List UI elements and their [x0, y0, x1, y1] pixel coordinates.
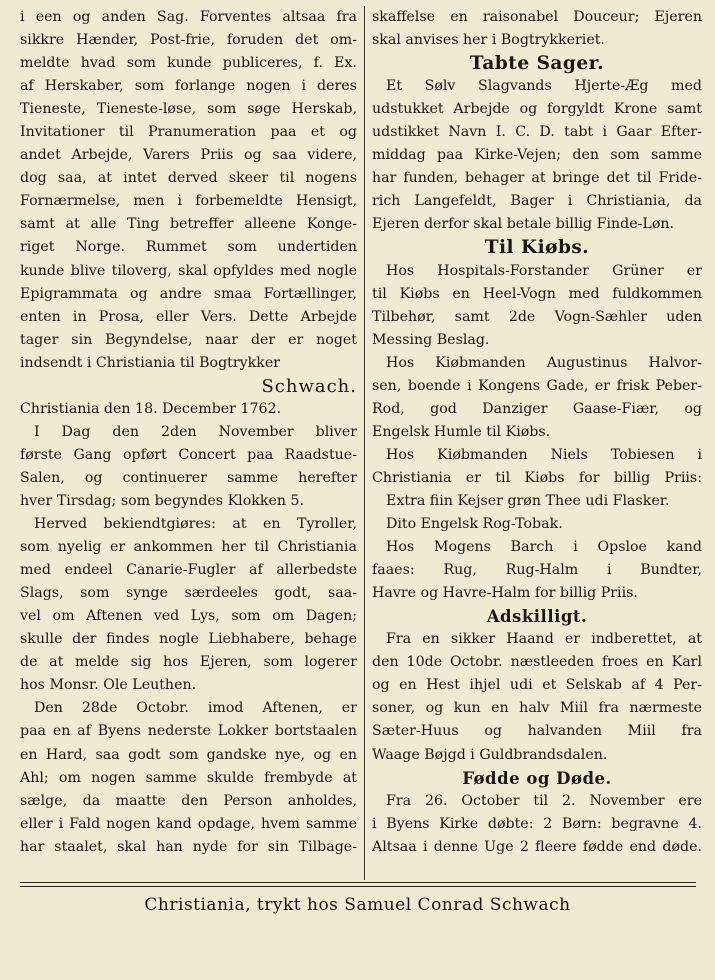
text-line: Et Sølv Slagvands Hjerte-Æg med	[386, 78, 702, 95]
text-line: Rod, god Danziger Gaase-Fiær, og	[372, 400, 702, 417]
notice-sale-rye	[372, 536, 702, 605]
text-line: som nyelig er ankommen her til Christiania	[20, 539, 357, 556]
text-line: en Hard, saa godt som gandske nye, og en	[20, 746, 357, 763]
text-line: samt at alle Ting betreffer alleene Konge-	[20, 216, 357, 233]
text-line: Fornærmelse, men i forbemeldte Hensigt,	[20, 193, 357, 210]
text-line: Christiania er til Kiøbs for billig Priis:	[372, 469, 702, 486]
text-line: rich Langefeldt, Bager i Christiania, da	[372, 193, 702, 210]
text-line: har staalet, skal han nyde for sin Tilbage-	[20, 838, 357, 855]
text-line: kunde blive tiloverg, skal opfyldes med nogle	[20, 262, 357, 279]
notice-sale-carriage	[372, 260, 702, 352]
text-line: første Gang opført Concert paa Raadstue-	[20, 446, 357, 463]
text-line: Herved bekiendtgiøres: at en Tyroller,	[34, 516, 357, 533]
text-line: skaffelse en raisonabel Douceur; Ejeren	[372, 9, 702, 25]
text-line: Ejeren derfor skal betale billig Finde-Løn.	[372, 216, 675, 233]
text-line: Salen, og continuerer samme herefter	[20, 469, 357, 486]
text-line: og en Hest ihjel udi et Selskab af 4 Per-	[372, 677, 702, 694]
text-line: Messing Beslag.	[372, 331, 490, 348]
right-column	[372, 6, 702, 859]
text-line: i Byens Kirke døbte: 2 Børn: begravne 4.	[372, 815, 702, 832]
notice-sale-tea	[372, 444, 702, 536]
text-line: skal anvises her i Bogtrykkeriet.	[372, 32, 605, 49]
text-line: med endeel Canarie-Fugler af allerbedste	[20, 562, 357, 579]
text-line: til Kiøbs en Heel-Vogn med fuldkommen	[372, 285, 702, 302]
text-line: indsendt i Christiania til Bogtrykker	[20, 354, 281, 371]
text-line: Tieneste, Tieneste-løse, som søge Herskab,	[20, 101, 357, 118]
text-line: enten in Prosa, eller Vers. Dette Arbejde	[20, 308, 357, 325]
text-line: udstikket Navn I. C. D. tabt i Gaar Efter-	[372, 124, 702, 141]
notice-frozen	[372, 628, 702, 766]
text-line: Hos Mogens Barch i Opsloe kand	[386, 539, 702, 556]
text-line: I Dag den 2den November bliver	[34, 423, 357, 440]
text-line: Ahl; om nogen samme skulde frembyde at	[20, 769, 357, 786]
text-line: Engelsk Humle til Kiøbs.	[372, 423, 551, 440]
notice-stolen-continued	[372, 6, 702, 52]
text-line: middag paa Kirke-Vejen; den som samme	[372, 147, 702, 164]
text-line: Hos Kiøbmanden Augustinus Halvor-	[386, 354, 702, 371]
text-line: Epigrammata og andre smaa Fortællinger,	[20, 285, 357, 302]
text-line: Extra fiin Kejser grøn Thee udi Flasker.	[386, 492, 670, 509]
text-line: vel om Aftenen ved Lys, som om Dagen;	[20, 608, 357, 625]
text-line: eller i Fald nogen kand opdage, hvem samme	[20, 815, 357, 832]
notice-canary-birds	[20, 513, 357, 697]
section-heading-births-deaths: Fødde og Døde.	[462, 768, 612, 788]
column-divider	[364, 6, 365, 880]
text-line: Waage Bøjgd i Guldbrandsdalen.	[372, 746, 608, 763]
text-line: Altsaa i denne Uge 2 fleere fødde end døde.	[372, 838, 702, 855]
text-line: Hos Kiøbmanden Niels Tobiesen i	[386, 446, 702, 463]
text-line: Invitationer til Pranumeration paa et og	[20, 124, 357, 141]
text-line: Fra 26. October til 2. November ere	[386, 792, 702, 809]
text-line: sen, boende i Kongens Gade, er frisk Peber-	[372, 377, 702, 394]
section-heading-for-sale: Til Kiøbs.	[484, 237, 590, 259]
text-line: udstukket Arbejde og forgyldt Krone samt	[372, 101, 702, 118]
notice-lost-item	[372, 75, 702, 236]
text-line: faaes: Rug, Rug-Halm i Bundter,	[372, 562, 702, 579]
text-line: Fra en sikker Haand er indberettet, at	[386, 631, 702, 648]
notice-concert	[20, 421, 357, 513]
text-line: sælge, da maatte den Person anholdes,	[20, 792, 357, 809]
text-line: tager sin Begyndelse, naar der er noget	[20, 331, 357, 348]
footer-rule-bottom	[20, 886, 696, 887]
text-line: meldte hvad som kunde publiceres, f. Ex.	[20, 55, 357, 72]
text-line: Dito Engelsk Rog-Tobak.	[386, 516, 563, 533]
text-line: soner, og kun en halv Miil fra nærmeste	[372, 700, 702, 717]
text-line: i een og anden Sag. Forventes altsaa fra	[20, 9, 357, 25]
text-line: dog saa, at intet derved skeer til nogens	[20, 170, 357, 187]
text-line: den 10de Octobr. næstleeden froes en Karl	[372, 654, 702, 671]
left-column	[20, 6, 357, 859]
text-line: Slags, som synge særdeeles godt, saa-	[20, 585, 357, 602]
text-line: Havre og Havre-Halm for billig Priis.	[372, 585, 638, 602]
section-heading-miscellaneous: Adskilligt.	[486, 607, 588, 627]
text-line: skulle der findes nogle Liebhabere, behage	[20, 631, 357, 648]
notice-stolen	[20, 697, 357, 858]
text-line: de at melde sig hos Ejeren, som logerer	[20, 654, 357, 671]
footer-rule-top	[20, 882, 696, 883]
text-line: hver Tirsdag; som begyndes Klokken 5.	[20, 492, 305, 509]
section-heading-lost: Tabte Sager.	[469, 53, 605, 75]
text-line: Tilbehør, samt 2de Vogn-Sæhler uden	[372, 308, 702, 325]
notice-sale-pepper-root	[372, 352, 702, 444]
notice-announcement	[20, 6, 357, 398]
text-line: andet Arbejde, Varers Priis og saa videre,	[20, 147, 357, 164]
dateline: Christiania den 18. December 1762.	[20, 400, 282, 417]
text-line: riget Norge. Rummet som undertiden	[20, 239, 357, 256]
printer-imprint: Christiania, trykt hos Samuel Conrad Schwach	[144, 895, 571, 915]
text-line: Hos Hospitals-Forstander Grüner er	[386, 262, 702, 279]
text-line: hos Monsr. Ole Leuthen.	[20, 677, 197, 694]
notice-births-deaths	[372, 790, 702, 859]
text-line: paa en af Byens nederste Lokker bortstaalen	[20, 723, 357, 740]
text-line: har funden, behager at bringe det til Fride-	[372, 170, 702, 187]
text-line: Den 28de Octobr. imod Aftenen, er	[34, 700, 357, 717]
text-line: Sæter-Huus og halvanden Miil fra	[372, 723, 702, 740]
text-line: af Herskaber, som forlange nogen i deres	[20, 78, 357, 95]
signature: Schwach.	[261, 375, 357, 397]
text-line: sikkre Hænder, Post-frie, foruden det om-	[20, 32, 357, 49]
